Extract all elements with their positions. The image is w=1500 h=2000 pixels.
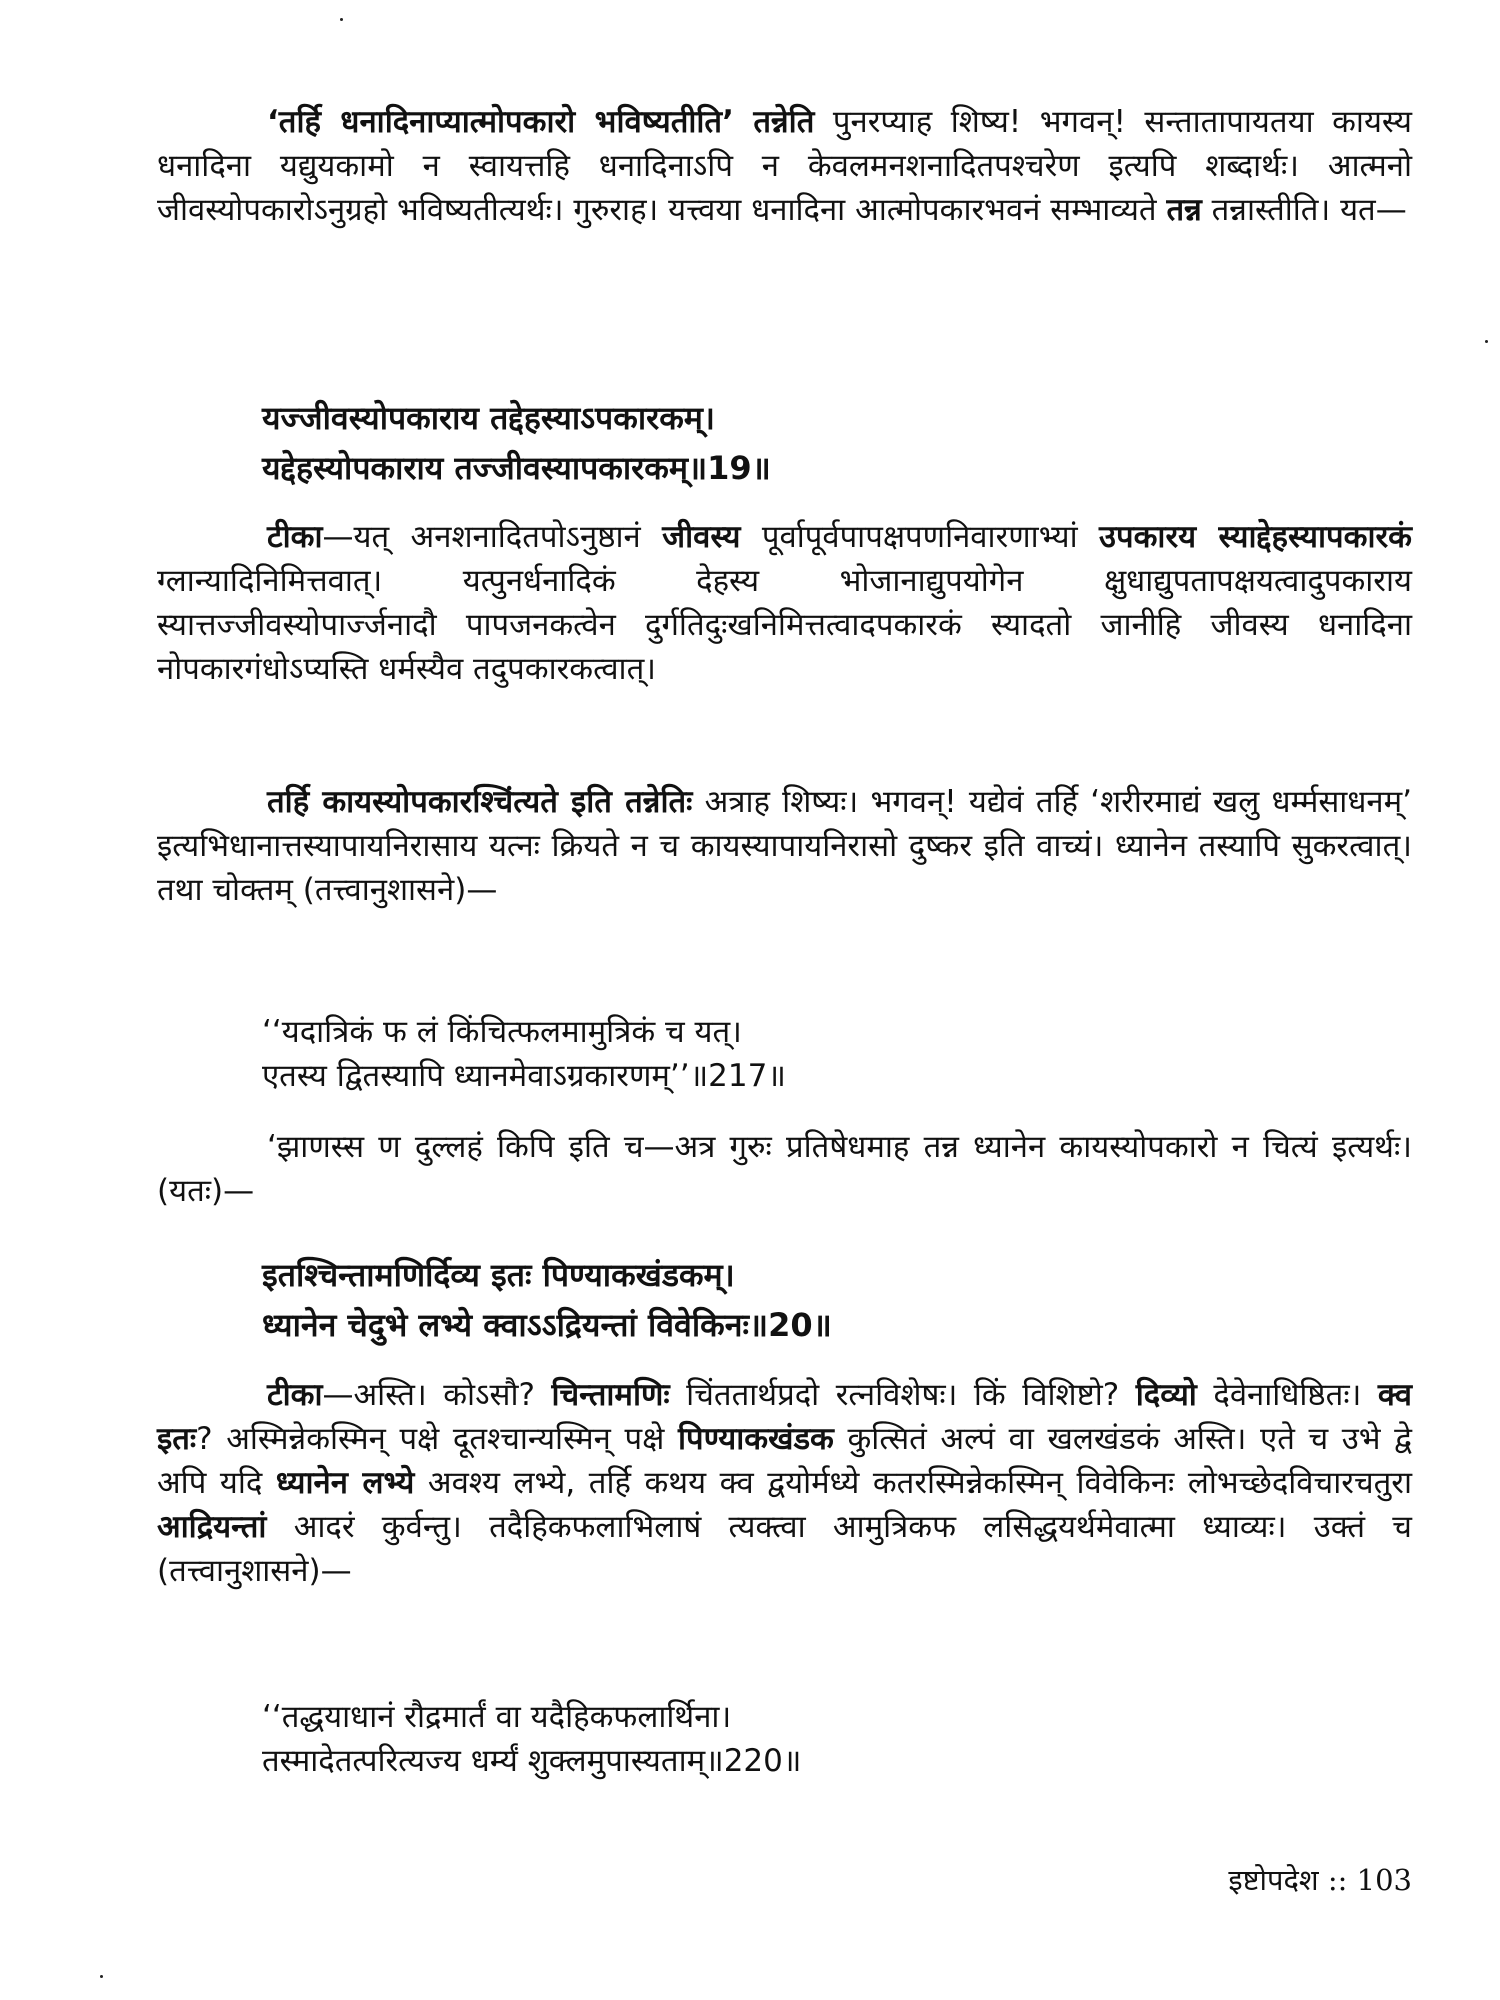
bold-phrase: ध्यानेन लभ्ये (275, 1465, 415, 1501)
paragraph-text: पूर्वापूर्वपापक्षपणनिवारणाभ्यां (740, 519, 1100, 555)
paragraph-text: ग्लान्यादिनिमित्तवात्। यत्पुनर्धनादिकं देहस्य भोजानाद्युपयोगेन क्षुधाद्युपतापक्षयत्वादुपकाराय स्यात्तज्जीवस्योपार्ज्जनादौ पापजनकत्वेन दुर्गतिदुःखनिमित्तत्वादपकारकं स्यादतो जानीहि जीवस्य धनादिना नोपकारगंधोऽप्यस्ति धर्मस्यैव तदुपकारकत्वात्। (157, 563, 1412, 687)
footer-separator: :: (1327, 1863, 1348, 1897)
page-footer (1228, 1860, 1412, 1899)
bold-phrase: दिव्यो (1135, 1377, 1197, 1413)
paragraph-text: कुत्सितं अल्पं वा खलखंडकं अस्ति। एते च उभे द्वे अपि यदि (157, 1421, 1412, 1501)
bold-phrase: चिन्तामणिः (551, 1377, 670, 1413)
paragraph-text: अत्राह शिष्यः। भगवन्! यद्येवं तर्हि ‘शरीरमाद्यं खलु धर्म्मसाधनम्’ इत्यभिधानात्तस्यापायनिरासाय यत्नः क्रियते न च कायस्यापायनिरासो दुष्कर इति वाच्यं। ध्यानेन तस्यापि सुकरत्वात्। तथा चोक्तम् (तत्त्वानुशासने)— (157, 784, 1413, 908)
verse-20 (157, 1250, 1412, 1350)
quote-line: तस्मादेतत्परित्यज्य धर्म्यं शुक्लमुपास्यताम्॥220॥ (262, 1743, 802, 1779)
verse-line: यद्देहस्योपकाराय तज्जीवस्यापकारकम्॥19॥ (262, 449, 771, 487)
bold-phrase: तन्न (1166, 192, 1202, 228)
paragraph-5 (157, 1373, 1412, 1593)
paragraph-text: पुनरप्याह शिष्य! भगवन्! सन्तातापायतया कायस्य धनादिना यद्युयकामो न स्वायत्तहि धनादिनाऽपि न केवलमनशनादितपश्चरेण इत्यपि शब्दार्थः। आत्मनो जीवस्योपकारोऽनुग्रहो भविष्यतीत्यर्थः। गुरुराह। यत्त्वया धनादिना आत्मोपकारभवनं सम्भाव्यते (157, 104, 1412, 228)
quote-line: ‘‘यदात्रिकं फ लं किंचित्फलमामुत्रिकं च यत्। (262, 1014, 742, 1050)
book-title: इष्टोपदेश (1228, 1863, 1319, 1897)
paragraph-text: ‘झाणस्स ण दुल्लहं किपि इति च—अत्र गुरुः प्रतिषेधमाह तन्न ध्यानेन कायस्योपकारो न चित्यं इत्यर्थः। (यतः)— (157, 1129, 1412, 1209)
quote-line: एतस्य द्वितस्यापि ध्यानमेवाऽग्रकारणम्’’॥217॥ (262, 1058, 786, 1094)
page-number: 103 (1356, 1863, 1412, 1897)
bold-phrase: पिण्याकखंडक (677, 1421, 834, 1457)
speck (1485, 340, 1488, 343)
paragraph-text: देवेनाधिष्ठितः। (1196, 1377, 1378, 1413)
paragraph-1 (157, 100, 1412, 232)
quote-line: ‘‘तद्धयाधानं रौद्रमार्तं वा यदैहिकफलार्थिना। (262, 1699, 732, 1735)
bold-phrase: उपकारय स्याद्देहस्यापकारकं (1099, 519, 1412, 555)
paragraph-text: चिंततार्थप्रदो रत्नविशेषः। किं विशिष्टो? (669, 1377, 1136, 1413)
bold-phrase: टीका (267, 519, 323, 555)
bold-phrase: आद्रियन्तां (157, 1509, 267, 1545)
quote-217 (157, 1010, 1412, 1098)
paragraph-3 (157, 780, 1412, 912)
quote-220 (157, 1695, 1412, 1783)
bold-phrase: तर्हि कायस्योपकारश्‍चिंत्यते इति तन्नेतिः (267, 784, 693, 820)
speck (340, 18, 343, 21)
paragraph-4 (157, 1125, 1412, 1213)
paragraph-text: अवश्य लभ्ये, तर्हि कथय क्व द्वयोर्मध्ये कतरस्मिन्नेकस्मिन् विवेकिनः लोभच्छेदविचारचतुरा (414, 1465, 1413, 1501)
paragraph-2 (157, 515, 1412, 691)
verse-19 (157, 393, 1412, 493)
paragraph-text: ? अस्मिन्नेकस्मिन् पक्षे दूतश्चान्यस्मिन् पक्षे (196, 1421, 678, 1457)
speck (100, 1975, 103, 1978)
bold-phrase: जीवस्य (662, 519, 741, 555)
verse-line: यज्जीवस्योपकाराय तद्देहस्याऽपकारकम्। (262, 399, 716, 437)
paragraph-text: —यत् अनशनादितपोऽनुष्ठानं (322, 519, 663, 555)
verse-line: इतश्चिन्तामणिर्दिव्य इतः पिण्याकखंडकम्। (262, 1256, 735, 1294)
paragraph-text: —अस्ति। कोऽसौ? (322, 1377, 552, 1413)
bold-phrase: टीका (267, 1377, 323, 1413)
verse-line: ध्यानेन चेदुभे लभ्ये क्वाऽऽद्रियन्तां विवेकिनः॥20॥ (262, 1306, 832, 1344)
bold-phrase: क्व इतः (157, 1377, 1413, 1457)
paragraph-text: तन्नास्तीति। यत— (1201, 192, 1407, 228)
bold-phrase: ‘तर्हि धनादिनाप्यात्मोपकारो भविष्यतीति’ तन्नेति (267, 104, 815, 140)
paragraph-text: आदरं कुर्वन्तु। तदैहिकफलाभिलाषं त्यक्त्वा आमुत्रिकफ लसिद्धयर्थमेवात्मा ध्याव्यः। उक्तं च (तत्त्वानुशासने)— (157, 1509, 1412, 1589)
